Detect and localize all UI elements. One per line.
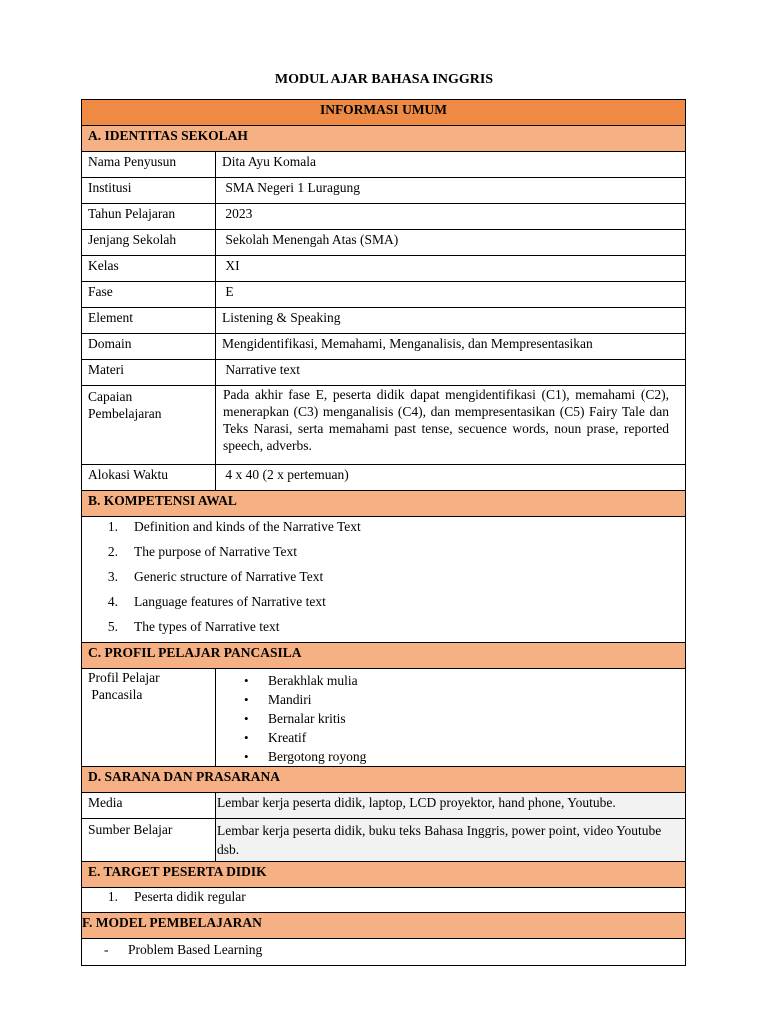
- label-kelas: Kelas: [82, 256, 216, 282]
- list-item: [216, 747, 685, 766]
- profil-items-cell: [216, 669, 686, 767]
- row-domain: [82, 334, 686, 360]
- section-profil: [82, 643, 686, 669]
- list-item: [216, 671, 685, 690]
- row-fase: [82, 282, 686, 308]
- section-target: [82, 862, 686, 888]
- list-text: Language features of Narrative text: [134, 594, 326, 609]
- row-capaian: [82, 386, 686, 465]
- label-tahun-pelajaran: Tahun Pelajaran: [82, 204, 216, 230]
- profil-list: [216, 669, 685, 766]
- list-text: Bernalar kritis: [268, 711, 346, 726]
- row-nama-penyusun: [82, 152, 686, 178]
- list-text: The purpose of Narrative Text: [134, 544, 297, 559]
- row-alokasi-waktu: [82, 465, 686, 491]
- list-item: [82, 888, 685, 912]
- row-kompetensi-list: [82, 517, 686, 643]
- informasi-umum-header: INFORMASI UMUM: [82, 100, 686, 126]
- value-domain: Mengidentifikasi, Memahami, Menganalisis, dan Mempresentasikan: [216, 334, 686, 360]
- value-tahun-pelajaran: 2023: [216, 204, 686, 230]
- label-media: Media: [82, 793, 216, 819]
- list-text: Generic structure of Narrative Text: [134, 569, 324, 584]
- label-profil-line1: Profil Pelajar: [88, 670, 160, 685]
- list-text: Kreatif: [268, 730, 307, 745]
- list-text: Problem Based Learning: [128, 942, 263, 957]
- section-identitas: [82, 126, 686, 152]
- list-text: The types of Narrative text: [134, 619, 280, 634]
- row-target-list: [82, 888, 686, 913]
- list-item: [82, 939, 685, 963]
- list-item: [82, 592, 685, 617]
- section-title-target: E. TARGET PESERTA DIDIK: [82, 862, 686, 888]
- section-title-profil: C. PROFIL PELAJAR PANCASILA: [82, 643, 686, 669]
- list-item: [82, 617, 685, 642]
- label-element: Element: [82, 308, 216, 334]
- bullet-icon: •: [244, 749, 249, 764]
- section-model: [82, 913, 686, 939]
- target-cell: [82, 888, 686, 913]
- label-capaian-line2: Pembelajaran: [88, 406, 162, 421]
- label-materi: Materi: [82, 360, 216, 386]
- list-item: [216, 690, 685, 709]
- value-element: Listening & Speaking: [216, 308, 686, 334]
- value-materi: Narrative text: [216, 360, 686, 386]
- list-item: [82, 567, 685, 592]
- value-jenjang-sekolah: Sekolah Menengah Atas (SMA): [216, 230, 686, 256]
- bullet-icon: •: [244, 711, 249, 726]
- section-title-sarana: D. SARANA DAN PRASARANA: [82, 767, 686, 793]
- list-item: [82, 542, 685, 567]
- section-title-model: F. MODEL PEMBELAJARAN: [82, 913, 686, 939]
- label-sumber-belajar: Sumber Belajar: [82, 819, 216, 862]
- list-text: Definition and kinds of the Narrative Text: [134, 519, 361, 534]
- list-number: 4.: [107, 594, 118, 609]
- label-profil: [82, 669, 216, 767]
- value-institusi: SMA Negeri 1 Luragung: [216, 178, 686, 204]
- value-kelas: XI: [216, 256, 686, 282]
- section-title-kompetensi: B. KOMPETENSI AWAL: [82, 491, 686, 517]
- value-nama-penyusun: Dita Ayu Komala: [216, 152, 686, 178]
- bullet-icon: •: [244, 692, 249, 707]
- label-profil-line2: Pancasila: [88, 687, 143, 702]
- row-materi: [82, 360, 686, 386]
- section-sarana: [82, 767, 686, 793]
- target-list: [82, 888, 685, 912]
- bullet-icon: •: [244, 730, 249, 745]
- list-number: 2.: [107, 544, 118, 559]
- list-text: Mandiri: [268, 692, 312, 707]
- list-text: Peserta didik regular: [134, 889, 246, 904]
- row-model-list: [82, 939, 686, 966]
- value-sumber-belajar: Lembar kerja peserta didik, buku teks Bahasa Inggris, power point, video Youtube dsb.: [216, 819, 686, 862]
- list-number: 1.: [107, 519, 118, 534]
- label-domain: Domain: [82, 334, 216, 360]
- list-text: Bergotong royong: [268, 749, 367, 764]
- value-fase: E: [216, 282, 686, 308]
- bullet-icon: •: [244, 673, 249, 688]
- value-alokasi-waktu: 4 x 40 (2 x pertemuan): [216, 465, 686, 491]
- label-fase: Fase: [82, 282, 216, 308]
- document-title: MODUL AJAR BAHASA INGGRIS: [274, 72, 494, 87]
- list-item: [216, 728, 685, 747]
- list-number: 3.: [107, 569, 118, 584]
- row-kelas: [82, 256, 686, 282]
- dash-marker: -: [104, 942, 109, 957]
- list-text: Berakhlak mulia: [268, 673, 358, 688]
- label-nama-penyusun: Nama Penyusun: [82, 152, 216, 178]
- list-item: [82, 517, 685, 542]
- kompetensi-cell: [82, 517, 686, 643]
- value-capaian: Pada akhir fase E, peserta didik dapat mengidentifikasi (C1), memahami (C2), menerapkan (C3) menganalisis (C4), dan mempresentasikan (C5) Fairy Tale dan Teks Narasi, serta memahami past tense, secuence words, noun prase, reported speech, adverbs.: [216, 386, 686, 465]
- model-cell: [82, 939, 686, 966]
- row-element: [82, 308, 686, 334]
- row-media: [82, 793, 686, 819]
- row-sumber-belajar: [82, 819, 686, 862]
- row-profil: [82, 669, 686, 767]
- row-tahun-pelajaran: [82, 204, 686, 230]
- informasi-umum-table: [81, 99, 686, 966]
- label-alokasi-waktu: Alokasi Waktu: [82, 465, 216, 491]
- list-number: 5.: [107, 619, 118, 634]
- list-number: 1.: [107, 889, 118, 904]
- list-item: [216, 709, 685, 728]
- label-jenjang-sekolah: Jenjang Sekolah: [82, 230, 216, 256]
- value-media: Lembar kerja peserta didik, laptop, LCD proyektor, hand phone, Youtube.: [216, 793, 686, 819]
- label-capaian: [82, 386, 216, 465]
- header-row: [82, 100, 686, 126]
- section-title-identitas: A. IDENTITAS SEKOLAH: [82, 126, 686, 152]
- row-institusi: [82, 178, 686, 204]
- label-capaian-line1: Capaian: [88, 389, 133, 404]
- kompetensi-list: [82, 517, 685, 642]
- section-kompetensi: [82, 491, 686, 517]
- row-jenjang-sekolah: [82, 230, 686, 256]
- label-institusi: Institusi: [82, 178, 216, 204]
